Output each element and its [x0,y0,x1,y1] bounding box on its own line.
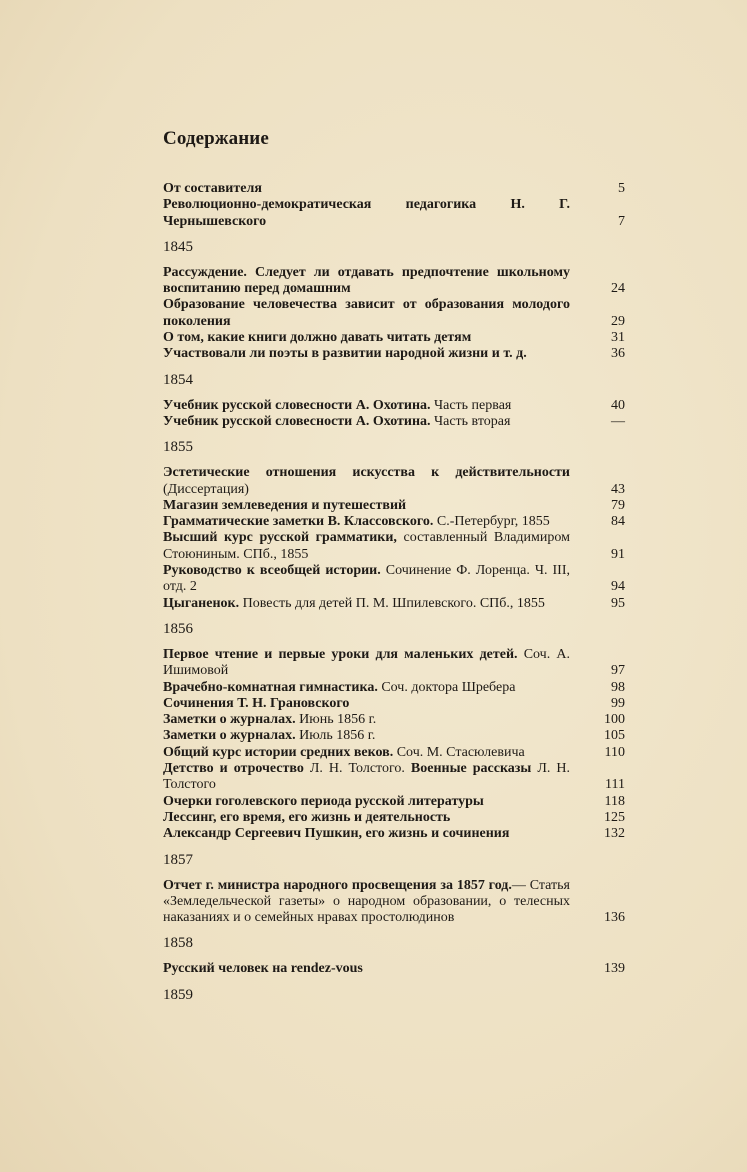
toc-entry[interactable] [163,330,625,346]
entry-note: — Статья «Земледельческой газеты» о народном образовании, о телесных наказаниях и о семейных нравах простолюдинов [163,877,570,926]
page-number: 31 [611,330,625,346]
toc-entry[interactable] [163,809,625,826]
year-heading: 1845 [163,238,193,255]
page-number: 136 [604,910,625,926]
page-number: 118 [604,793,625,809]
entry-note: Часть первая [430,397,512,413]
entry-note: Повесть для детей П. М. Шпилевского. СПб., 1855 [239,595,545,611]
toc-entry[interactable] [163,695,625,712]
page-number: 91 [611,546,625,562]
page-number: 99 [611,695,625,711]
entry-title: Руководство к всеобщей истории. [163,563,381,579]
entry-note: (Диссертация) [163,481,249,497]
year-heading: 1856 [163,620,193,637]
entry-title: Военные рассказы [410,761,532,777]
page-number: 84 [611,514,625,530]
entry-note: Часть вторая [430,413,511,429]
toc-entry[interactable] [163,530,625,563]
entry-title: Магазин землеведения и путешествий [163,497,407,513]
page-number: 105 [604,728,625,744]
page-number: 100 [604,712,625,728]
entry-title: От составителя [163,181,262,196]
entry-note: составленный Владимиром Стоюниным. СПб., 1855 [163,530,570,562]
entry-title: Революционно-демократическая педагогика Н. Г. Чернышевского [163,197,570,229]
toc-entry[interactable] [163,744,625,761]
entry-title: Рассуждение. Следует ли отдавать предпочтение школьному воспитанию перед домашним [163,264,570,297]
entry-title: Русский человек на rendez-vous [163,961,363,977]
entry-title: О том, какие книги должно давать читать детям [163,330,472,346]
entry-title: Общий курс истории средних веков. [163,744,394,760]
page-number: 7 [618,213,625,229]
page-number: 97 [611,663,625,679]
entry-note: Л. Н. Толстого [163,761,571,793]
entry-title: Лессинг, его время, его жизнь и деятельность [163,809,451,825]
entry-note: Июнь 1856 г. [295,712,377,728]
entry-title: Детство и отрочество [163,761,304,777]
table-of-contents [163,181,625,1013]
page-number: 95 [611,595,625,611]
entry-title: Учебник русской словесности А. Охотина. [163,413,431,429]
page-number: 132 [604,826,625,842]
toc-entry[interactable] [163,679,625,696]
toc-entry[interactable] [163,877,625,927]
entry-note: Соч. М. Стасюлевича [393,744,525,760]
toc-entry[interactable] [163,793,625,810]
toc-entry[interactable] [163,595,625,612]
page-number: 36 [611,346,625,362]
toc-entry[interactable] [163,497,625,514]
entry-title: Сочинения Т. Н. Грановского [163,695,350,711]
toc-entry[interactable] [163,197,625,230]
entry-title: Образование человечества зависит от образования молодого поколения [163,297,570,329]
entry-note: Соч. доктора Шребера [377,679,516,695]
year-heading: 1859 [163,986,193,1003]
page-number: 5 [618,181,625,196]
page-number: 40 [611,397,625,413]
entry-title: Заметки о журналах. [163,728,296,744]
toc-entry[interactable] [163,514,625,530]
page-number: — [611,413,625,429]
toc-entry[interactable] [163,563,625,596]
page-number: 111 [605,777,625,793]
year-heading: 1854 [163,371,193,388]
entry-note: Соч. А. Ишимовой [163,646,570,679]
toc-entry[interactable] [163,181,625,197]
entry-title: Первое чтение и первые уроки для маленьких детей. [163,646,518,662]
entry-note: Июль 1856 г. [295,728,376,744]
page-number: 139 [604,961,625,977]
year-heading: 1857 [163,851,193,868]
toc-entry[interactable] [163,712,625,728]
entry-title: Высший курс русской грамматики, [163,530,397,546]
toc-entry[interactable] [163,961,625,977]
entry-title: Врачебно-комнатная гимнастика. [163,679,378,695]
year-heading: 1858 [163,935,193,952]
toc-entry[interactable] [163,397,625,414]
toc-entry[interactable] [163,465,625,498]
entry-title: Грамматические заметки В. Классовского. [163,514,434,530]
toc-entry[interactable] [163,826,625,842]
entry-title: Учебник русской словесности А. Охотина. [163,397,431,413]
entry-note: С.-Петербург, 1855 [433,514,550,530]
toc-entry[interactable] [163,761,625,794]
page-number: 43 [611,481,625,497]
entry-title: Александр Сергеевич Пушкин, его жизнь и сочинения [163,826,510,842]
page-number: 98 [611,679,625,695]
page-number: 110 [604,744,625,760]
page-number: 29 [611,313,625,329]
entry-title: Участвовали ли поэты в развитии народной жизни и т. д. [163,346,527,362]
entry-title: Заметки о журналах. [163,712,296,728]
toc-entry[interactable] [163,297,625,330]
toc-entry[interactable] [163,346,625,362]
page-number: 125 [604,809,625,825]
page-title: Содержание [163,128,269,149]
toc-entry[interactable] [163,646,625,680]
entry-note: Л. Н. Толстого. [303,761,411,777]
entry-title: Эстетические отношения искусства к действительности [163,465,570,481]
toc-entry[interactable] [163,728,625,744]
entry-note: Сочинение Ф. Лоренца. Ч. III, отд. 2 [163,563,570,595]
year-heading: 1855 [163,439,193,456]
page-number: 94 [611,579,625,595]
page-number: 79 [611,497,625,513]
entry-title: Цыганенок. [163,595,240,611]
toc-entry[interactable] [163,264,625,298]
toc-entry[interactable] [163,413,625,430]
entry-title: Очерки гоголевского периода русской литературы [163,793,484,809]
entry-title: Отчет г. министра народного просвещения за 1857 год. [163,877,512,893]
page-number: 24 [611,281,625,297]
